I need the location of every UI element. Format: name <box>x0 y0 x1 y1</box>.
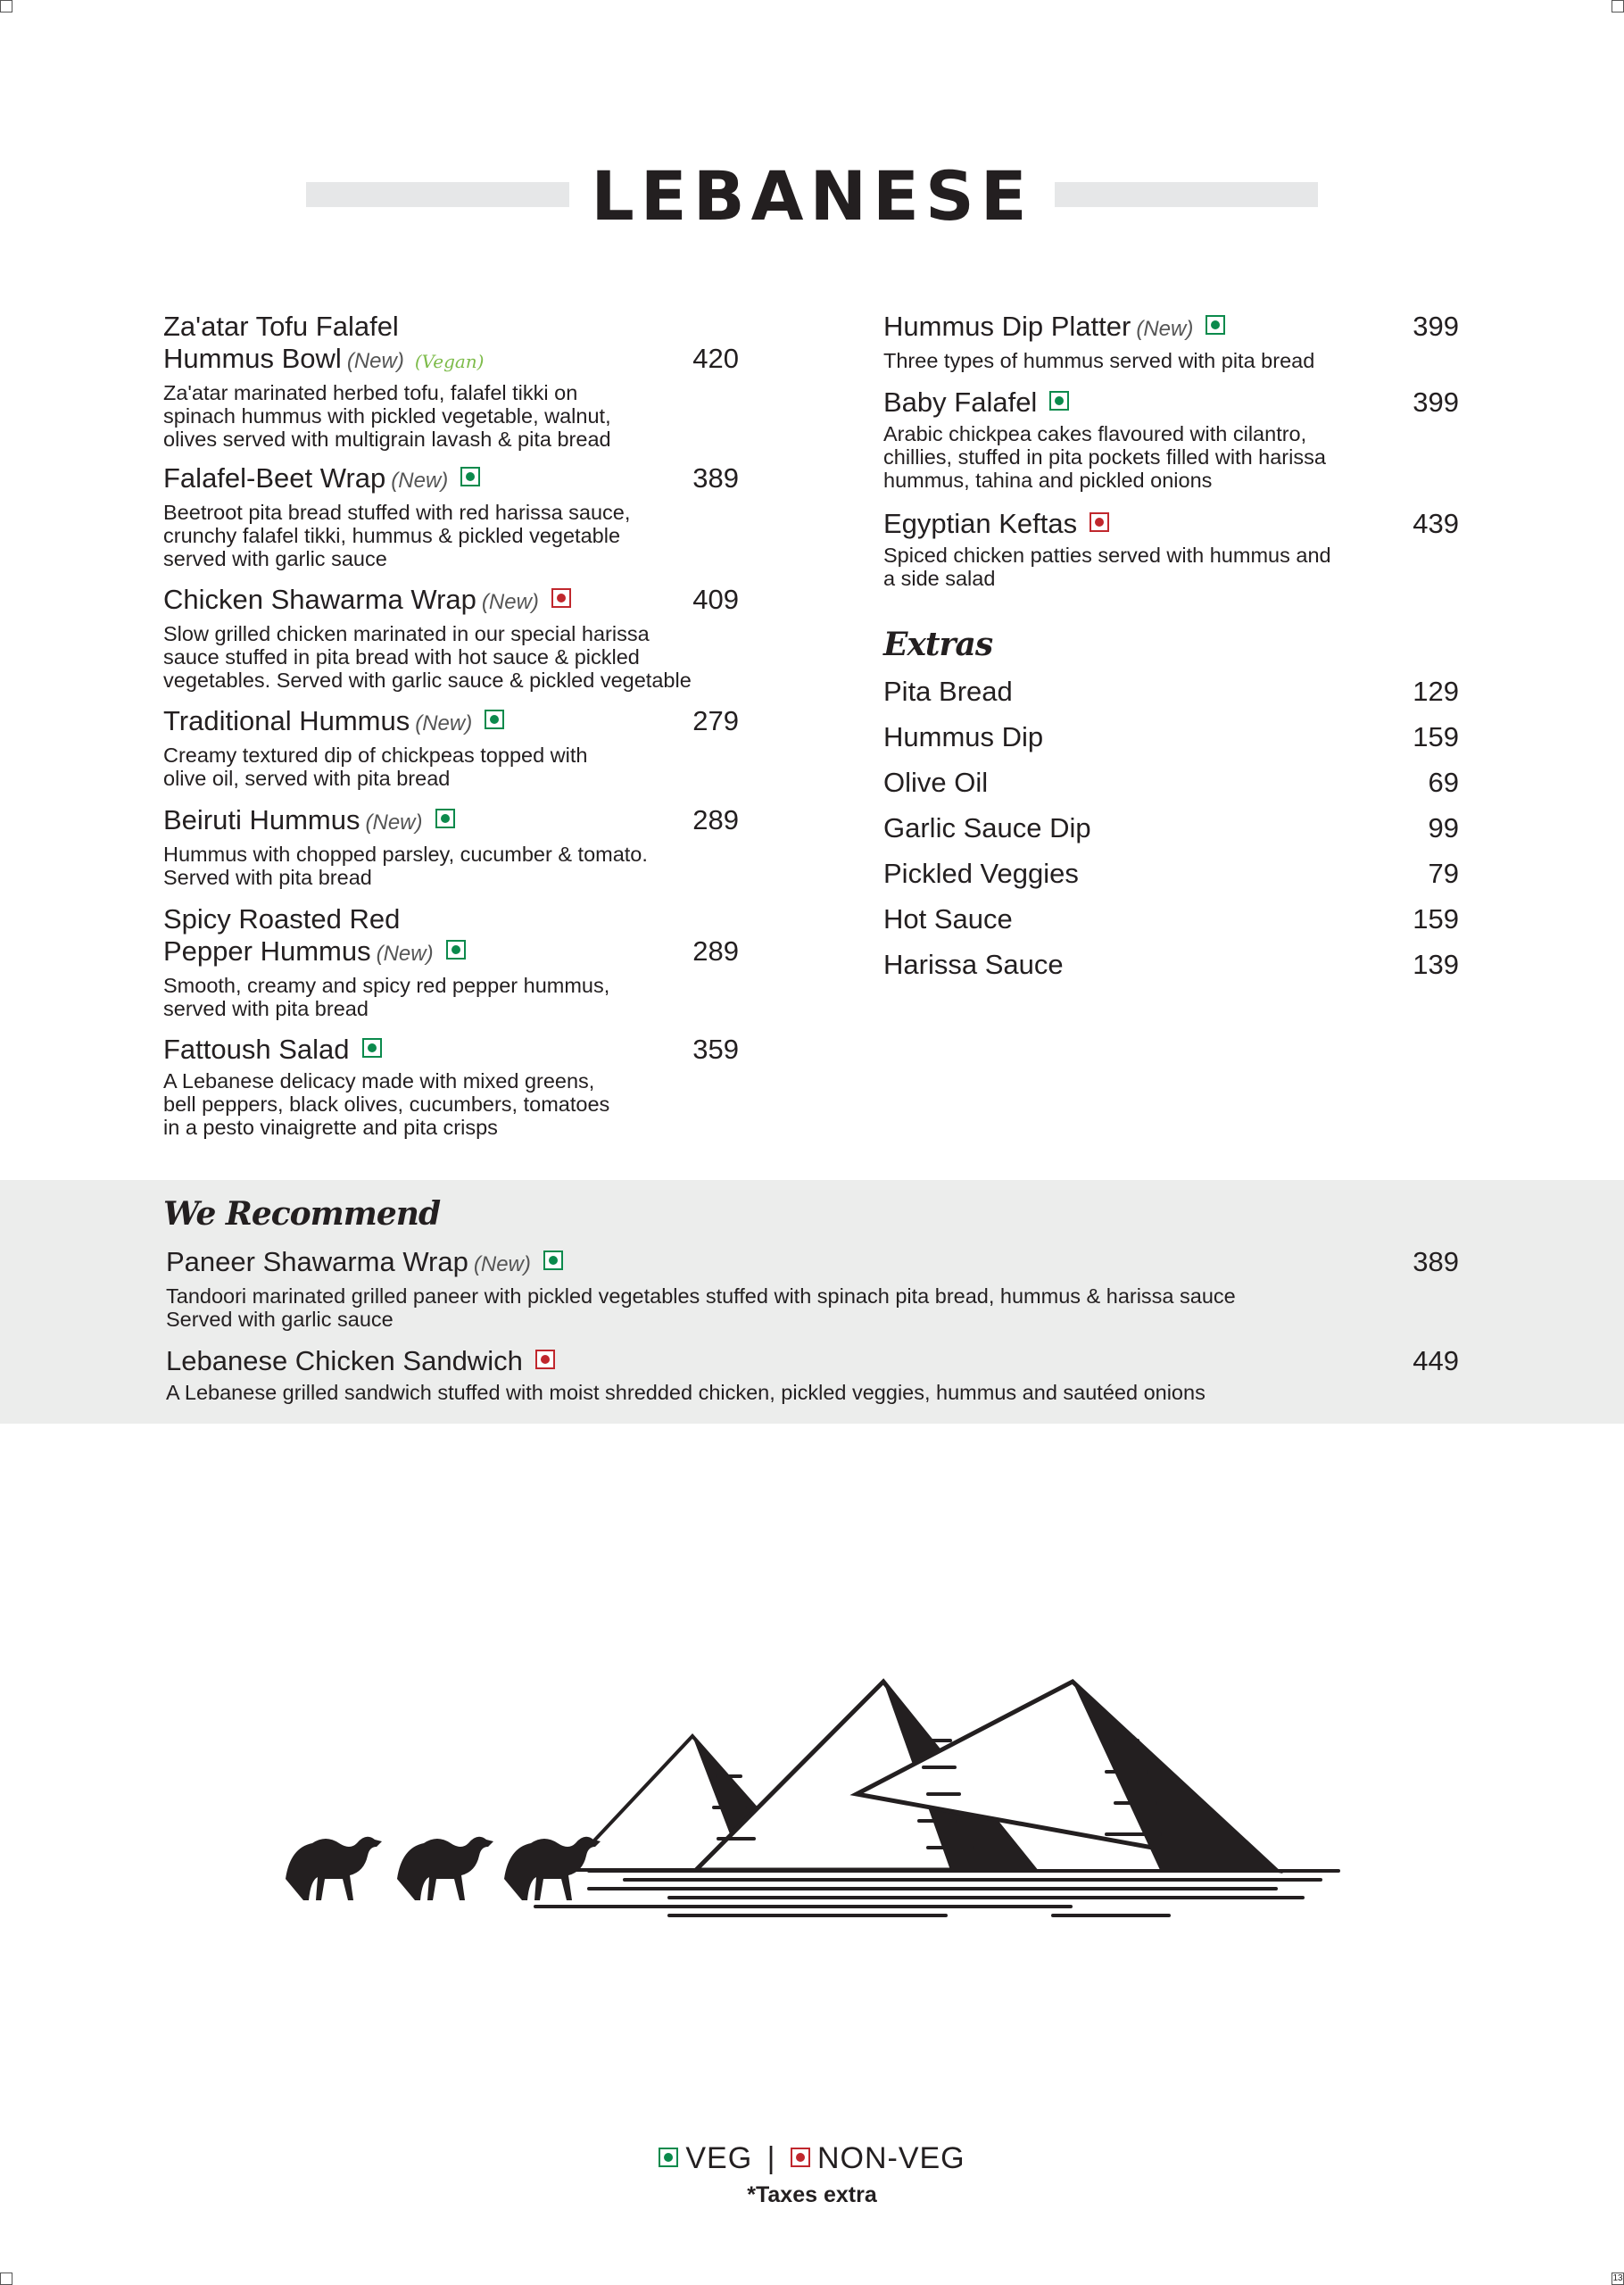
menu-item-falafel-beet-wrap <box>163 462 739 570</box>
extra-item-pita-bread: Pita Bread 129 <box>883 676 1459 707</box>
crop-mark-top-left <box>0 0 12 12</box>
extra-price: 159 <box>1413 721 1459 752</box>
item-price: 289 <box>692 804 739 835</box>
menu-item-chicken-shawarma-wrap <box>163 584 739 692</box>
veg-icon <box>485 710 504 729</box>
new-tag: (New) <box>391 469 449 493</box>
new-tag: (New) <box>473 1252 531 1276</box>
item-name-line: Falafel-Beet Wrap (New) <box>163 462 739 497</box>
item-price: 289 <box>692 935 739 967</box>
taxes-note: *Taxes extra <box>747 2182 877 2207</box>
extra-price: 159 <box>1413 903 1459 935</box>
item-name-line: Egyptian Keftas <box>883 508 1459 540</box>
extra-price: 99 <box>1428 812 1459 843</box>
menu-item-traditional-hummus <box>163 705 739 790</box>
extra-price: 129 <box>1413 676 1459 707</box>
menu-item-egyptian-keftas <box>883 508 1459 590</box>
non-veg-label: NON-VEG <box>816 2141 965 2175</box>
vegan-badge: (Vegan) <box>414 351 485 372</box>
item-name-line: Hummus Bowl (New) (Vegan) <box>163 343 485 374</box>
item-name-line: Za'atar Tofu Falafel <box>163 311 399 342</box>
item-description: Za'atar marinated herbed tofu, falafel tikki on spinach hummus with pickled vegetable, walnut, olives served with multigrain lavash & pita bread <box>163 381 611 451</box>
non-veg-icon <box>551 588 571 608</box>
camel-icon <box>286 1837 601 1900</box>
item-name-line: Chicken Shawarma Wrap (New) <box>163 584 739 619</box>
veg-icon <box>543 1251 563 1270</box>
new-tag: (New) <box>481 590 539 614</box>
extra-price: 79 <box>1428 858 1459 889</box>
veg-label: VEG <box>685 2141 753 2175</box>
page-number: 13 <box>1612 2273 1623 2283</box>
extra-price: 69 <box>1428 767 1459 798</box>
menu-item-zaatar-tofu-falafel-hummus-bowl <box>163 311 739 451</box>
item-description: Spiced chicken patties served with hummus and a side salad <box>883 544 1331 590</box>
veg-legend <box>0 2140 1624 2176</box>
extra-item-pickled-veggies: Pickled Veggies 79 <box>883 858 1459 889</box>
new-tag: (New) <box>365 810 423 835</box>
extra-item-hot-sauce: Hot Sauce 159 <box>883 903 1459 935</box>
page-title <box>0 152 1624 241</box>
item-description: Smooth, creamy and spicy red pepper hummus, served with pita bread <box>163 974 610 1020</box>
non-veg-icon <box>791 2148 810 2167</box>
item-description: Tandoori marinated grilled paneer with pickled vegetables stuffed with spinach pita bread, hummus & harissa sauce Served with garlic sauce <box>166 1284 1236 1331</box>
item-price: 399 <box>1413 311 1459 342</box>
item-description: A Lebanese grilled sandwich stuffed with moist shredded chicken, pickled veggies, hummus and sautéed onions <box>166 1381 1206 1404</box>
crop-mark-top-right <box>1612 0 1624 12</box>
item-description: Slow grilled chicken marinated in our special harissa sauce stuffed in pita bread with hot sauce & pickled vegetables. Served with garlic sauce & pickled vegetable <box>163 622 692 692</box>
extras-heading: Extras <box>883 626 993 663</box>
menu-item-spicy-roasted-red-pepper-hummus <box>163 903 739 1020</box>
item-name-line: Pepper Hummus (New) <box>163 935 739 970</box>
extra-item-olive-oil: Olive Oil 69 <box>883 767 1459 798</box>
item-name-line: Paneer Shawarma Wrap (New) <box>166 1246 1459 1281</box>
veg-icon <box>435 809 455 828</box>
item-price: 389 <box>1413 1246 1459 1277</box>
item-name-line: Beiruti Hummus (New) <box>163 804 739 839</box>
item-price: 420 <box>692 343 739 374</box>
crop-mark-bottom-left <box>0 2273 12 2285</box>
new-tag: (New) <box>415 711 473 735</box>
non-veg-icon <box>535 1350 555 1369</box>
veg-icon <box>446 940 466 960</box>
veg-icon <box>1049 391 1069 411</box>
extra-price: 139 <box>1413 949 1459 980</box>
new-tag: (New) <box>376 942 434 966</box>
veg-icon <box>659 2148 678 2167</box>
item-name-line: Fattoush Salad <box>163 1034 739 1066</box>
new-tag: (New) <box>1136 317 1194 341</box>
item-price: 389 <box>692 462 739 494</box>
menu-item-lebanese-chicken-sandwich <box>166 1345 1459 1404</box>
item-name-line: Baby Falafel <box>883 386 1459 419</box>
item-description: Arabic chickpea cakes flavoured with cilantro, chillies, stuffed in pita pockets filled with harissa hummus, tahina and pickled onions <box>883 422 1326 492</box>
menu-item-paneer-shawarma-wrap <box>166 1246 1459 1331</box>
item-price: 449 <box>1413 1345 1459 1376</box>
item-price: 279 <box>692 705 739 736</box>
new-tag: (New) <box>346 349 404 373</box>
veg-icon <box>362 1038 382 1058</box>
item-description: A Lebanese delicacy made with mixed greens, bell peppers, black olives, cucumbers, tomatoes in a pesto vinaigrette and pita crisps <box>163 1069 610 1139</box>
page-title-text: LEBANESE <box>569 156 1054 236</box>
item-name-line: Spicy Roasted Red <box>163 903 401 935</box>
pyramids-camels-illustration <box>268 1660 1356 1928</box>
item-price: 359 <box>692 1034 739 1065</box>
menu-item-fattoush-salad <box>163 1034 739 1139</box>
extra-item-hummus-dip: Hummus Dip 159 <box>883 721 1459 752</box>
non-veg-icon <box>1090 512 1109 532</box>
legend-separator: | <box>766 2141 776 2175</box>
menu-item-baby-falafel <box>883 386 1459 492</box>
item-name-line: Traditional Hummus (New) <box>163 705 739 740</box>
veg-icon <box>1206 315 1225 335</box>
item-price: 439 <box>1413 508 1459 539</box>
item-description: Three types of hummus served with pita bread <box>883 349 1315 372</box>
veg-icon <box>460 467 480 486</box>
item-price: 409 <box>692 584 739 615</box>
item-description: Beetroot pita bread stuffed with red harissa sauce, crunchy falafel tikki, hummus & pickled vegetable served with garlic sauce <box>163 501 631 570</box>
item-name-line: Lebanese Chicken Sandwich <box>166 1345 1459 1377</box>
extra-item-harissa-sauce: Harissa Sauce 139 <box>883 949 1459 980</box>
item-description: Creamy textured dip of chickpeas topped with olive oil, served with pita bread <box>163 744 588 790</box>
recommend-heading: We Recommend <box>163 1195 441 1233</box>
item-description: Hummus with chopped parsley, cucumber & tomato. Served with pita bread <box>163 843 648 889</box>
item-name-line: Hummus Dip Platter (New) <box>883 311 1459 345</box>
item-price: 399 <box>1413 386 1459 418</box>
menu-item-beiruti-hummus <box>163 804 739 889</box>
extra-item-garlic-sauce-dip: Garlic Sauce Dip 99 <box>883 812 1459 843</box>
menu-item-hummus-dip-platter <box>883 311 1459 372</box>
